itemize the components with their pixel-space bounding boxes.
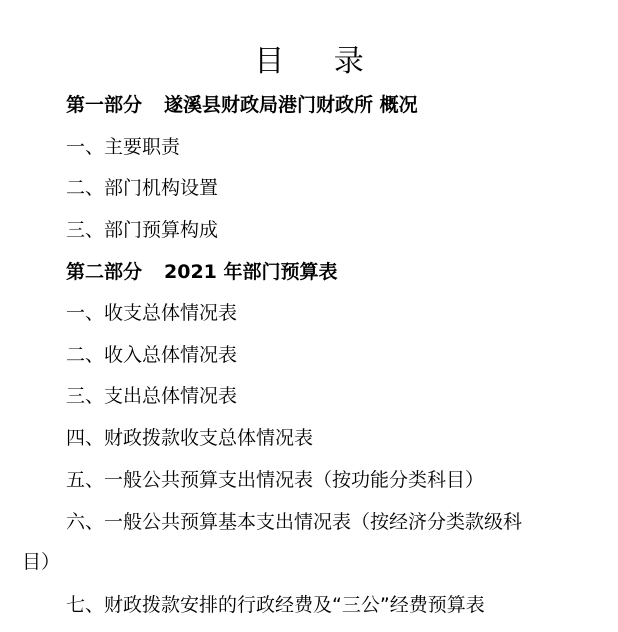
toc-item: 一、收支总体情况表: [66, 302, 238, 324]
toc-item: 四、财政拨款收支总体情况表: [66, 427, 314, 449]
toc-item: 三、支出总体情况表: [66, 385, 238, 407]
part2-heading-text: 2021 年部门预算表: [164, 261, 338, 283]
part1-heading-label: 第一部分: [66, 94, 143, 116]
toc-item: 一、主要职责: [66, 136, 181, 158]
toc-item: 六、一般公共预算基本支出情况表（按经济分类款级科: [66, 511, 523, 533]
toc-item: 二、部门机构设置: [66, 177, 219, 199]
part1-heading-text: 遂溪县财政局港门财政所 概况: [164, 94, 418, 116]
toc-item-continuation: 目）: [22, 551, 61, 573]
part1-heading: [66, 93, 418, 117]
toc-item: 五、一般公共预算支出情况表（按功能分类科目）: [66, 469, 485, 491]
toc-title: 目 录: [254, 44, 384, 79]
part2-heading: [66, 260, 338, 284]
part2-heading-label: 第二部分: [66, 261, 143, 283]
toc-item: 三、部门预算构成: [66, 219, 219, 241]
toc-item: 七、财政拨款安排的行政经费及“三公”经费预算表: [66, 594, 485, 616]
toc-item: 二、收入总体情况表: [66, 344, 238, 366]
